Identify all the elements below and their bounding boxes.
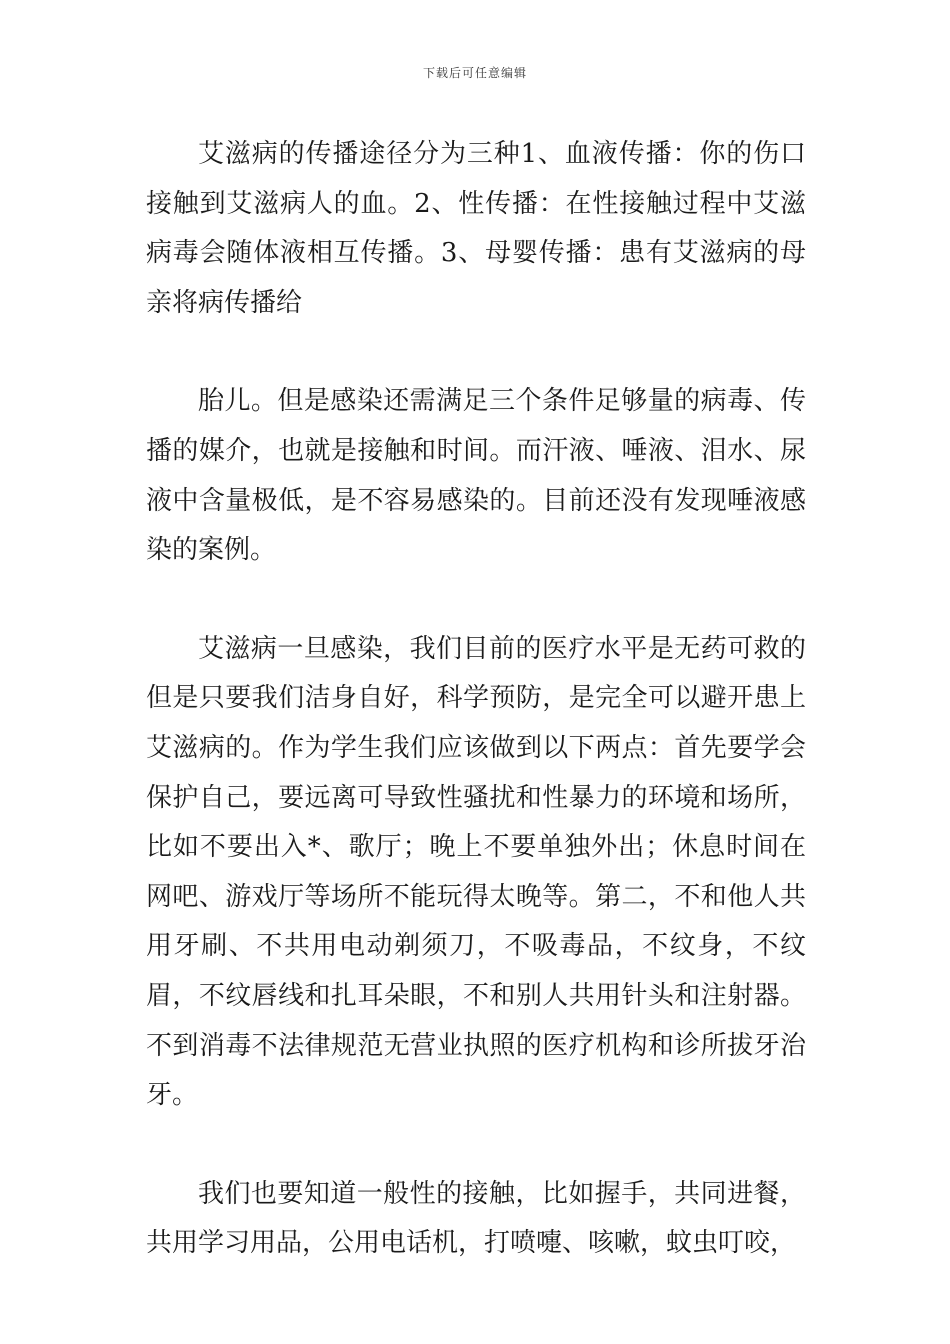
paragraph-transmission-routes: 艾滋病的传播途径分为三种1、血液传播：你的伤口接触到艾滋病人的血。2、性传播：在性接触过程中艾滋病毒会随体液相互传播。3、母婴传播：患有艾滋病的母亲将病传播给 (146, 139, 806, 318)
page-header-note: 下载后可任意编辑 (422, 66, 527, 80)
paragraph-prevention: 艾滋病一旦感染，我们目前的医疗水平是无药可救的但是只要我们洁身自好，科学预防，是完全可以避开患上艾滋病的。作为学生我们应该做到以下两点：首先要学会保护自己，要远离可导致性骚扰和性暴力的环境和场所，比如不要出入*、歌厅；晚上不要单独外出；休息时间在网吧、游戏厅等场所不能玩得太晚等。第二，不和他人共用牙刷、不共用电动剃须刀，不吸毒品，不纹身，不纹眉，不纹唇线和扎耳朵眼，不和别人共用针头和注射器。不到消毒不法律规范无营业执照的医疗机构和诊所拔牙治牙。 (146, 633, 806, 1111)
paragraph-casual-contact: 我们也要知道一般性的接触，比如握手，共同进餐，共用学习用品，公用电话机，打喷嚏、咳嗽，蚊虫叮咬， (146, 1178, 806, 1259)
document-body (146, 130, 806, 1318)
paragraph-infection-conditions: 胎儿。但是感染还需满足三个条件足够量的病毒、传播的媒介，也就是接触和时间。而汗液、唾液、泪水、尿液中含量极低，是不容易感染的。目前还没有发现唾液感染的案例。 (146, 386, 806, 566)
